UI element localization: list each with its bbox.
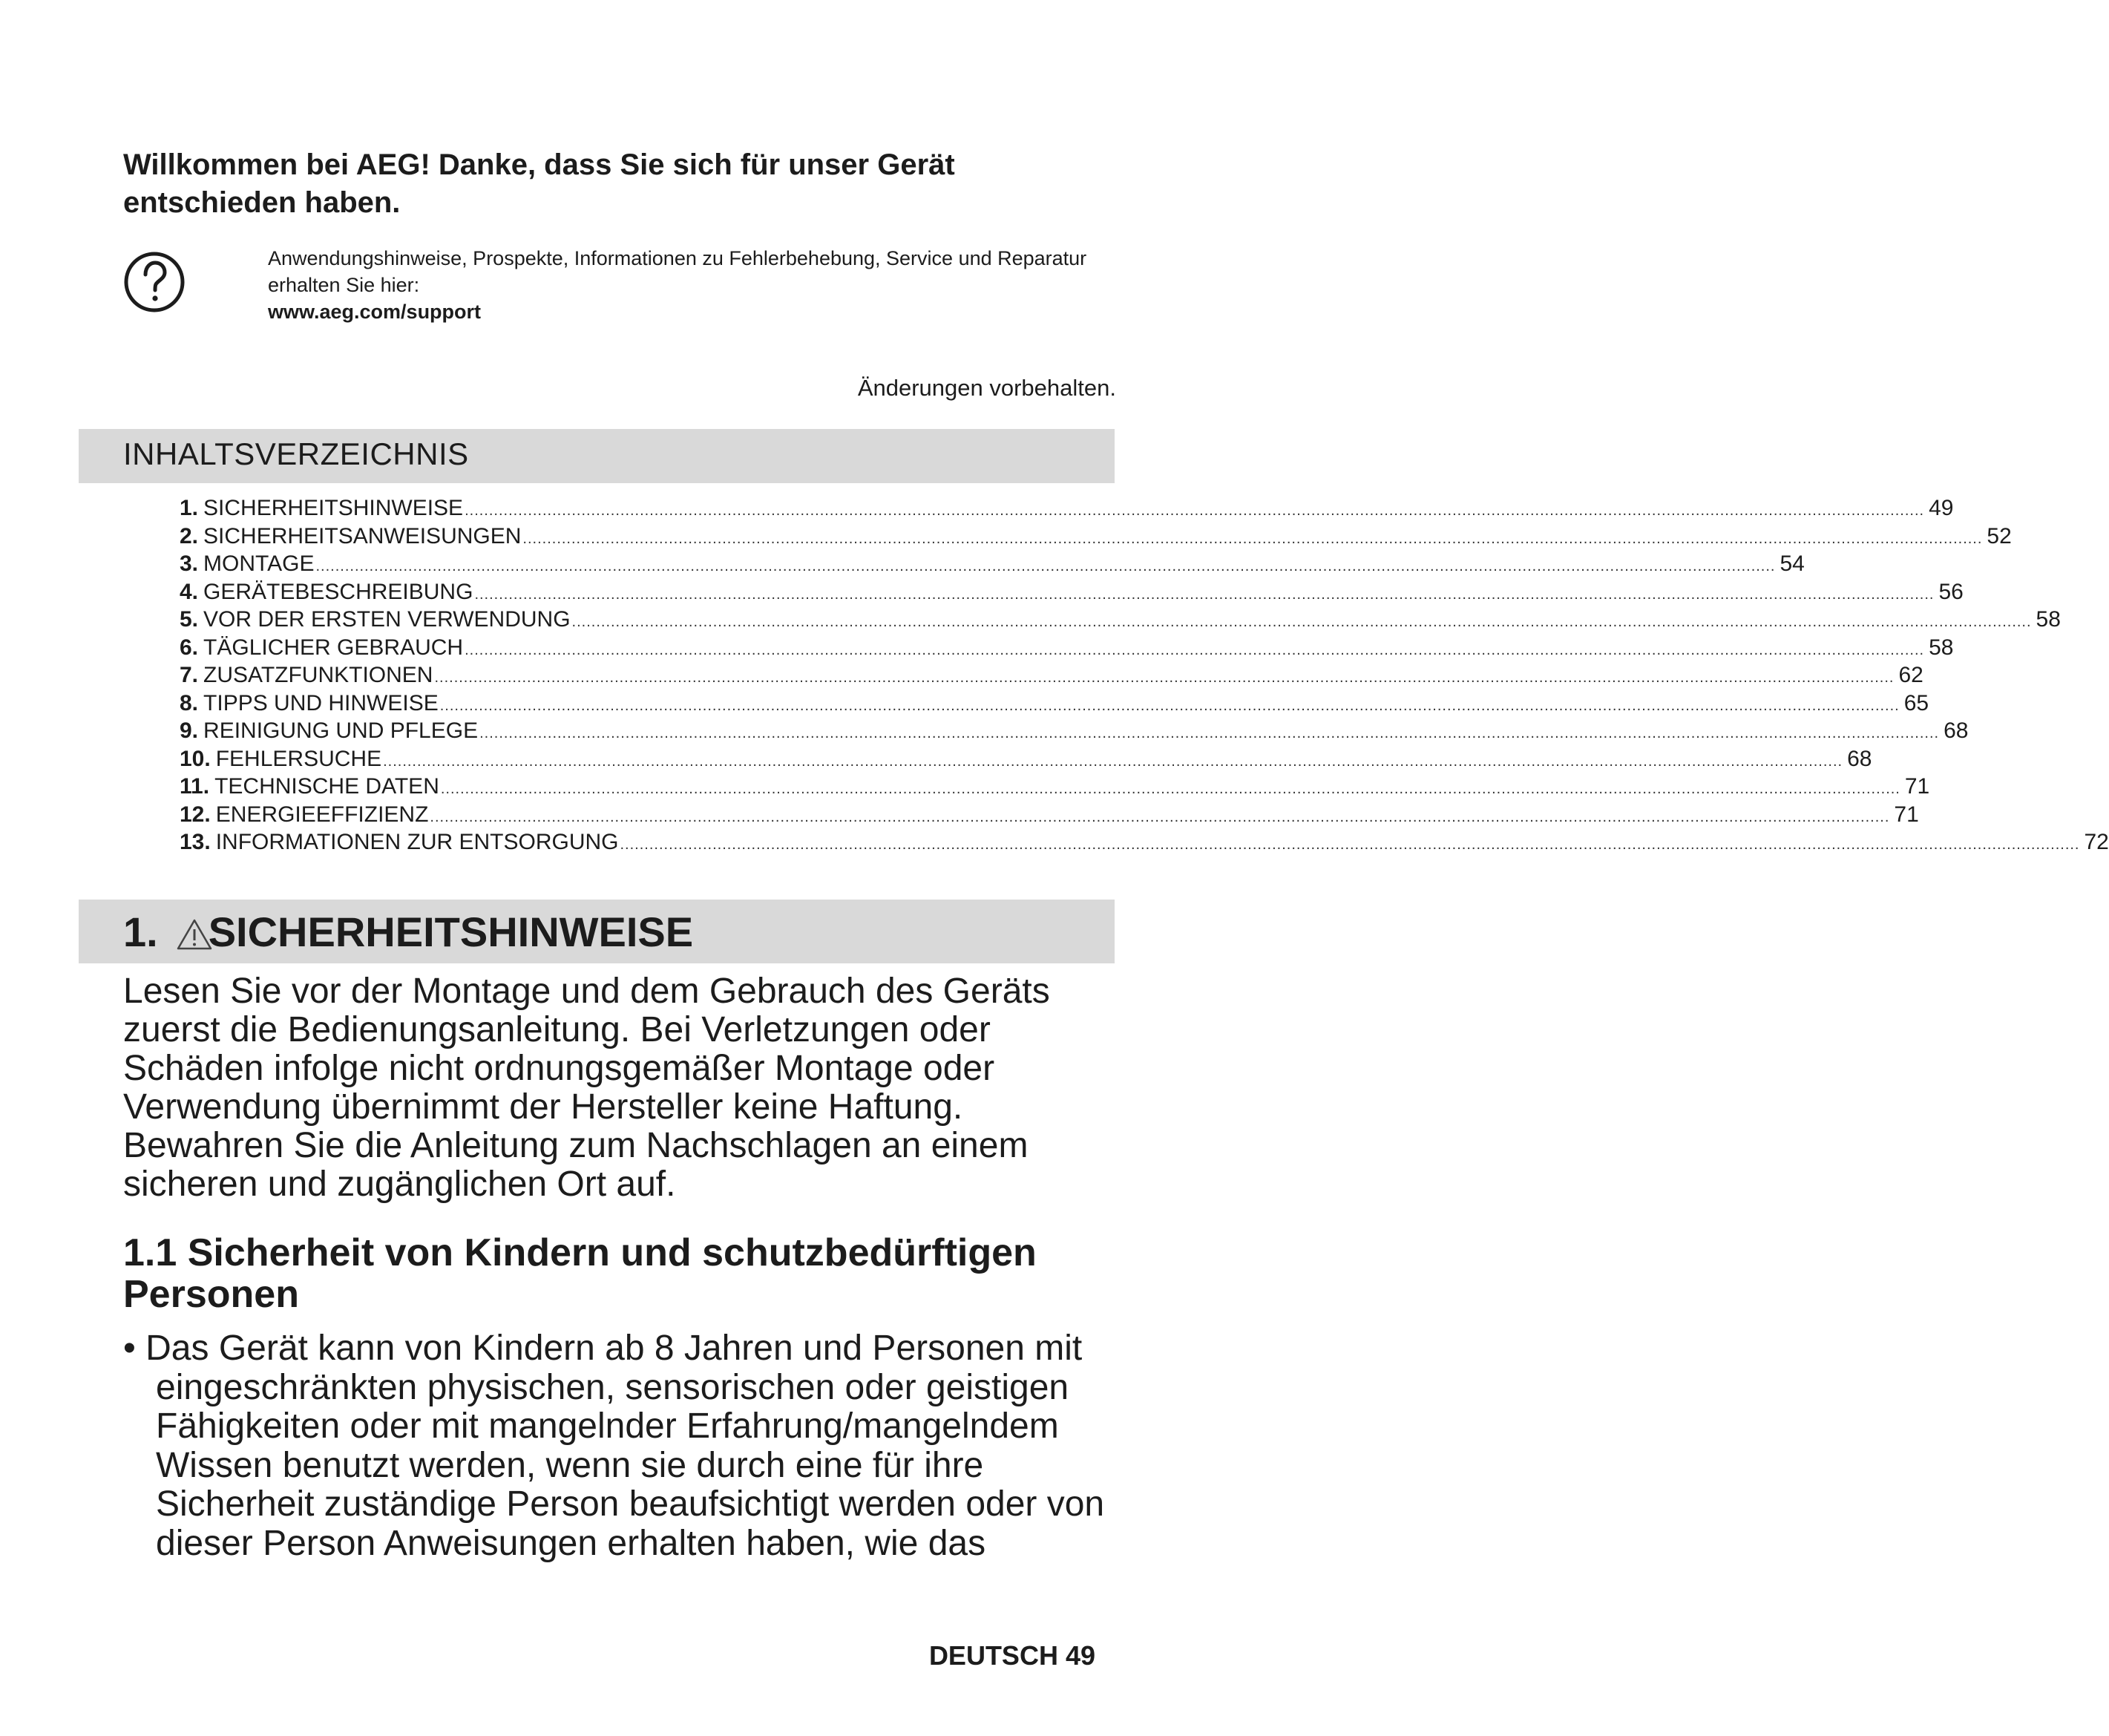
toc-leader-dots: ............................................................................................................................................................................................................................................................................................................ bbox=[479, 725, 1940, 741]
toc-entry-label: VOR DER ERSTEN VERWENDUNG bbox=[203, 607, 571, 632]
toc-entry-label: SICHERHEITSANWEISUNGEN bbox=[203, 523, 522, 548]
toc-entry-label: REINIGUNG UND PFLEGE bbox=[203, 718, 479, 743]
toc-entry-page: 65 bbox=[1903, 690, 1929, 715]
toc-leader-dots: ............................................................................................................................................................................................................................................................................................................ bbox=[571, 614, 2032, 630]
toc-leader-dots: ............................................................................................................................................................................................................................................................................................................ bbox=[440, 781, 1900, 797]
toc-entry-label: TÄGLICHER GEBRAUCH bbox=[203, 635, 464, 660]
toc-entry-label: ENERGIEEFFIZIENZ bbox=[215, 802, 429, 827]
toc-entry-number: 6. bbox=[180, 635, 199, 660]
toc-entry-label: GERÄTEBESCHREIBUNG bbox=[203, 579, 473, 604]
toc-entry-page: 68 bbox=[1944, 718, 1969, 743]
toc-entry-number: 3. bbox=[180, 551, 199, 576]
toc-entry[interactable] bbox=[180, 550, 1805, 578]
toc-entry[interactable] bbox=[180, 801, 1919, 829]
toc-entry-number: 4. bbox=[180, 579, 199, 604]
section-intro: Lesen Sie vor der Montage und dem Gebrauch des Geräts zuerst die Bedienungsanleitung. Bei Verletzungen oder Schäden infolge nicht ordnungsgemäßer Montage oder Verwendung übernimmt der Hersteller keine Haftung. Bewahren Sie die Anleitung zum Nachschlagen an einem sicheren und zugänglichen Ort auf. bbox=[123, 972, 1050, 1204]
toc-entry-page: 49 bbox=[1929, 496, 1954, 520]
toc-entry[interactable] bbox=[180, 606, 2061, 634]
toc-entry[interactable] bbox=[180, 661, 1923, 690]
section-title bbox=[123, 905, 693, 959]
toc-entry-page: 56 bbox=[1938, 579, 1964, 604]
toc-entry-number: 5. bbox=[180, 607, 199, 632]
toc-entry[interactable] bbox=[180, 634, 1954, 662]
toc-entry-number: 7. bbox=[180, 663, 199, 687]
toc-entry-number: 10. bbox=[180, 746, 211, 771]
toc-leader-dots: ............................................................................................................................................................................................................................................................................................................ bbox=[474, 586, 1935, 603]
toc-entry-label: ZUSATZFUNKTIONEN bbox=[203, 663, 433, 687]
table-of-contents bbox=[180, 494, 2109, 856]
toc-entry-page: 62 bbox=[1898, 663, 1923, 687]
toc-entry-page: 72 bbox=[2084, 830, 2109, 854]
toc-entry-number: 8. bbox=[180, 690, 199, 715]
toc-entry-page: 58 bbox=[2036, 607, 2061, 632]
toc-entry-number: 2. bbox=[180, 523, 199, 548]
toc-entry-page: 68 bbox=[1847, 746, 1872, 771]
warning-triangle-icon bbox=[176, 918, 213, 951]
toc-entry[interactable] bbox=[180, 578, 1964, 606]
toc-title: INHALTSVERZEICHNIS bbox=[123, 436, 469, 471]
toc-entry[interactable] bbox=[180, 717, 1969, 745]
toc-entry[interactable] bbox=[180, 523, 2012, 551]
question-circle-icon bbox=[122, 250, 186, 314]
toc-entry[interactable] bbox=[180, 690, 1929, 718]
toc-leader-dots: ............................................................................................................................................................................................................................................................................................................ bbox=[434, 669, 1895, 686]
toc-leader-dots: ............................................................................................................................................................................................................................................................................................................ bbox=[430, 808, 1890, 825]
toc-entry-label: INFORMATIONEN ZUR ENTSORGUNG bbox=[215, 830, 619, 854]
toc-entry-label: MONTAGE bbox=[203, 551, 315, 576]
toc-leader-dots: ............................................................................................................................................................................................................................................................................................................ bbox=[465, 641, 1925, 658]
toc-entry-label: TECHNISCHE DATEN bbox=[214, 774, 439, 799]
toc-entry-label: SICHERHEITSHINWEISE bbox=[203, 496, 464, 520]
toc-entry-label: FEHLERSUCHE bbox=[215, 746, 382, 771]
welcome-heading: Willkommen bei AEG! Danke, dass Sie sich für unser Gerät entschieden haben. bbox=[123, 148, 955, 219]
toc-entry-page: 54 bbox=[1780, 551, 1805, 576]
toc-leader-dots: ............................................................................................................................................................................................................................................................................................................ bbox=[439, 697, 1900, 714]
toc-leader-dots: ............................................................................................................................................................................................................................................................................................................ bbox=[383, 753, 1843, 770]
toc-entry-page: 71 bbox=[1904, 774, 1930, 799]
toc-entry-page: 52 bbox=[1987, 523, 2012, 548]
toc-leader-dots: ............................................................................................................................................................................................................................................................................................................ bbox=[620, 836, 2080, 853]
toc-entry-page: 71 bbox=[1894, 802, 1919, 827]
subsection-title: 1.1 Sicherheit von Kindern und schutzbedürftigen Personen bbox=[123, 1231, 1037, 1316]
toc-entry-number: 12. bbox=[180, 802, 211, 827]
toc-entry-page: 58 bbox=[1929, 635, 1954, 660]
toc-entry[interactable] bbox=[180, 773, 1930, 801]
support-info-text: Anwendungshinweise, Prospekte, Informationen zu Fehlerbehebung, Service und Reparatur erhalten Sie hier: bbox=[268, 247, 1087, 296]
toc-entry[interactable] bbox=[180, 494, 1954, 523]
support-info bbox=[268, 245, 1121, 325]
toc-entry-number: 1. bbox=[180, 496, 199, 520]
toc-leader-dots: ............................................................................................................................................................................................................................................................................................................ bbox=[315, 558, 1776, 574]
changes-note: Änderungen vorbehalten. bbox=[857, 375, 1116, 401]
list-item: • Das Gerät kann von Kindern ab 8 Jahren und Personen mit eingeschränkten physischen, sensorischen oder geistigen Fähigkeiten oder mit mangelnder Erfahrung/mangelndem Wissen benutzt werden, wenn sie durch eine für ihre Sicherheit zuständige Person beaufsichtigt werden oder von dieser Person Anweisungen erhalten haben, wie das bbox=[123, 1329, 1105, 1563]
toc-entry[interactable] bbox=[180, 745, 1872, 773]
section-title-text: SICHERHEITSHINWEISE bbox=[208, 908, 694, 955]
toc-entry-label: TIPPS UND HINWEISE bbox=[203, 690, 439, 715]
section-number: 1. bbox=[123, 908, 158, 955]
toc-leader-dots: ............................................................................................................................................................................................................................................................................................................ bbox=[465, 502, 1925, 519]
toc-entry-number: 11. bbox=[180, 774, 210, 799]
page-footer: DEUTSCH 49 bbox=[928, 1640, 1095, 1671]
toc-entry-number: 9. bbox=[180, 718, 199, 743]
toc-entry-number: 13. bbox=[180, 830, 211, 854]
support-link[interactable]: www.aeg.com/support bbox=[268, 301, 482, 323]
toc-leader-dots: ............................................................................................................................................................................................................................................................................................................ bbox=[522, 530, 1983, 547]
toc-entry[interactable] bbox=[180, 828, 2109, 856]
